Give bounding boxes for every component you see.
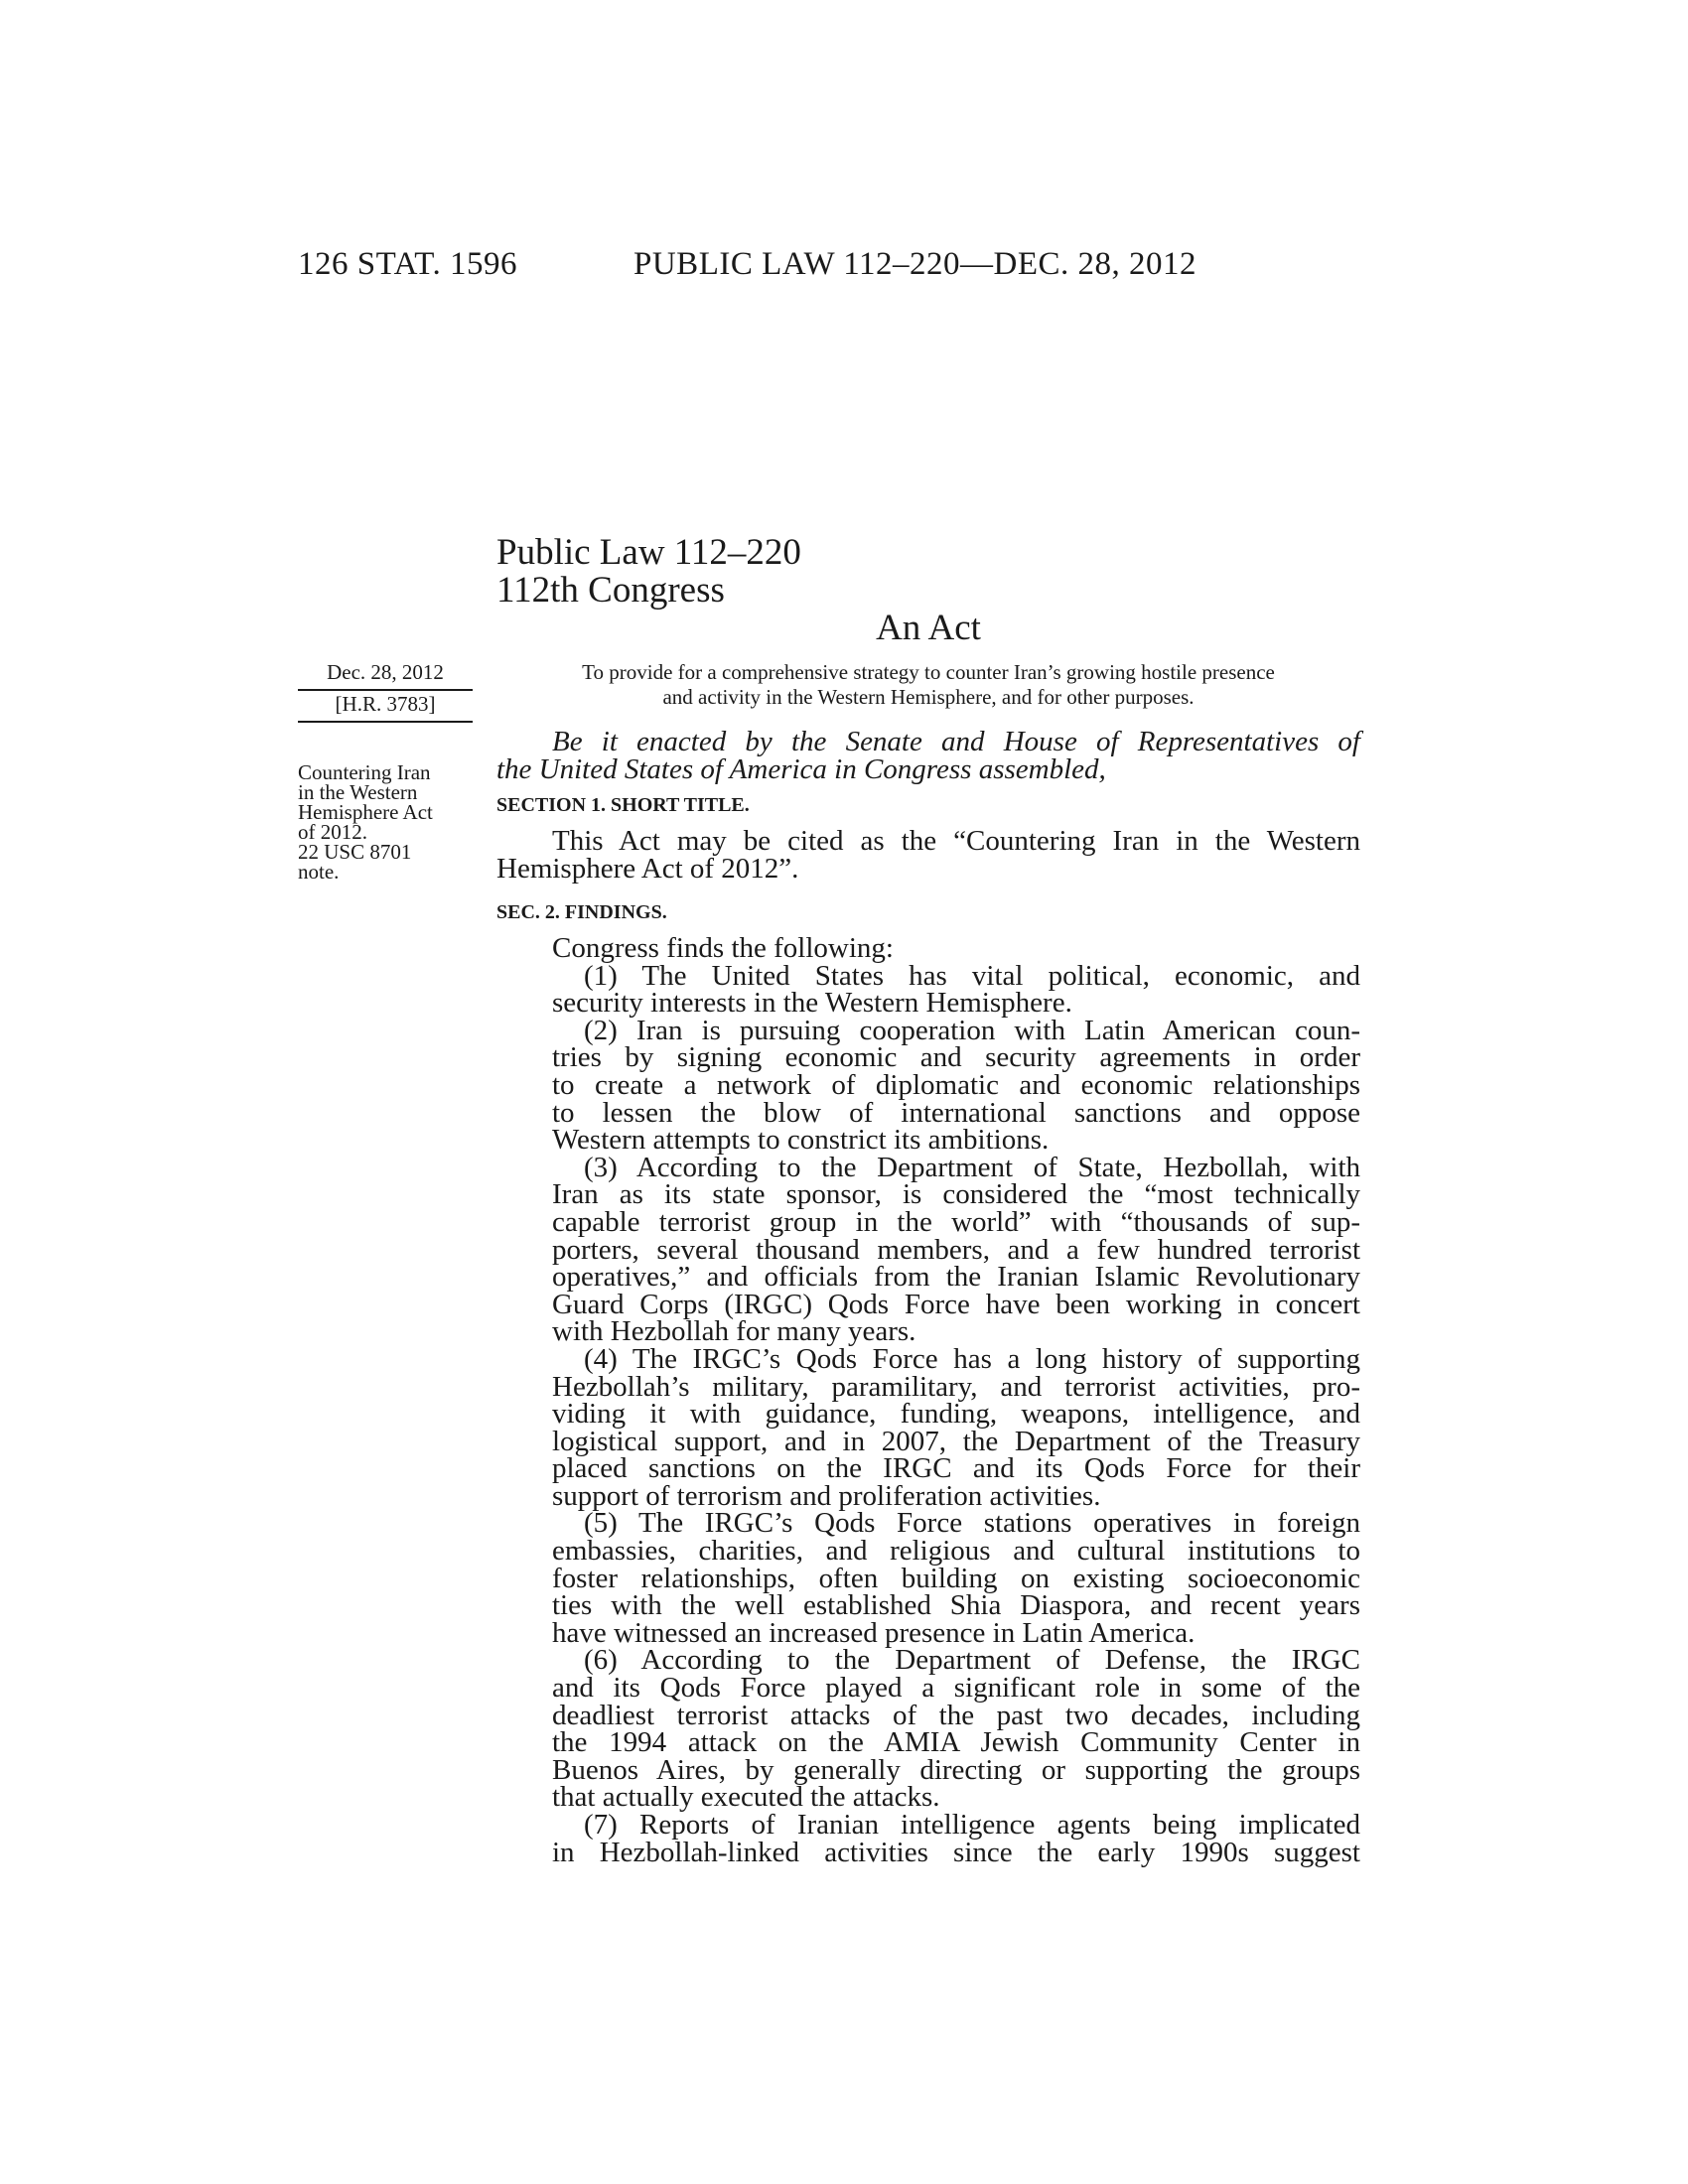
finding-line: and its Qods Force played a significant role in some of the	[552, 1672, 1360, 1705]
finding-line: viding it with guidance, funding, weapons, intelligence, and	[552, 1398, 1360, 1431]
section1-heading: SECTION 1. SHORT TITLE.	[496, 794, 750, 816]
margin-note-line: Hemisphere Act	[298, 800, 433, 824]
findings-intro: Congress finds the following:	[552, 932, 894, 964]
body-line: Hemisphere Act of 2012”.	[496, 852, 799, 885]
finding-line: support of terrorism and proliferation activities.	[552, 1479, 1101, 1512]
an-act-heading: An Act	[876, 608, 981, 648]
page-stat-number: 126 STAT. 1596	[298, 246, 518, 282]
finding-line: security interests in the Western Hemisphere.	[552, 987, 1072, 1020]
finding-line: tries by signing economic and security agreements in order	[552, 1041, 1360, 1074]
finding-line: deadliest terrorist attacks of the past two decades, including	[552, 1699, 1360, 1731]
section1-text	[496, 825, 1360, 885]
enacting-line: the United States of America in Congress assembled,	[496, 753, 1106, 785]
finding-line: Guard Corps (IRGC) Qods Force have been working in concert	[552, 1288, 1360, 1320]
finding-line: (4) The IRGC’s Qods Force has a long history of supporting	[584, 1342, 1360, 1375]
finding-line: capable terrorist group in the world” with “thousands of sup-	[552, 1205, 1360, 1238]
finding-line: in Hezbollah-linked activities since the early 1990s suggest	[552, 1836, 1360, 1868]
body-line: This Act may be cited as the “Countering Iran in the Western	[552, 825, 1360, 857]
finding-line: porters, several thousand members, and a few hundred terrorist	[552, 1233, 1360, 1266]
enacting-line: Be it enacted by the Senate and House of Representatives of	[552, 726, 1360, 757]
margin-note-line: in the Western	[298, 780, 418, 804]
finding-line: with Hezbollah for many years.	[552, 1315, 916, 1348]
margin-note-line: of 2012.	[298, 820, 367, 844]
section2-findings	[496, 932, 1360, 1868]
finding-line: ties with the well established Shia Diaspora, and recent years	[552, 1589, 1360, 1622]
finding-line: operatives,” and officials from the Iranian Islamic Revolutionary	[552, 1261, 1360, 1294]
finding-line: (6) According to the Department of Defense, the IRGC	[584, 1644, 1360, 1677]
section2-heading: SEC. 2. FINDINGS.	[496, 901, 667, 923]
finding-line: (3) According to the Department of State, Hezbollah, with	[584, 1151, 1360, 1183]
public-law-title: Public Law 112–220	[496, 532, 801, 573]
margin-bill-number: [H.R. 3783]	[298, 692, 473, 723]
enacting-clause	[496, 728, 1360, 783]
running-header-law: PUBLIC LAW 112–220—DEC. 28, 2012	[633, 246, 1197, 282]
margin-note-line: note.	[298, 860, 340, 884]
act-purpose	[496, 660, 1360, 710]
finding-line: (7) Reports of Iranian intelligence agents being implicated	[584, 1809, 1360, 1841]
congress-number: 112th Congress	[496, 570, 725, 611]
finding-line: the 1994 attack on the AMIA Jewish Community Center in	[552, 1726, 1360, 1759]
margin-short-title-note	[298, 762, 477, 882]
finding-line: Hezbollah’s military, paramilitary, and terrorist activities, pro-	[552, 1370, 1360, 1403]
finding-line: have witnessed an increased presence in Latin America.	[552, 1616, 1196, 1649]
finding-line: Iran as its state sponsor, is considered the “most technically	[552, 1178, 1360, 1211]
finding-line: (2) Iran is pursuing cooperation with Latin American coun-	[584, 1014, 1360, 1046]
margin-note-line: 22 USC 8701	[298, 840, 412, 864]
finding-line: logistical support, and in 2007, the Department of the Treasury	[552, 1425, 1360, 1457]
finding-line: to lessen the blow of international sanctions and oppose	[552, 1096, 1360, 1129]
margin-date: Dec. 28, 2012	[298, 660, 473, 691]
finding-line: to create a network of diplomatic and economic relationships	[552, 1068, 1360, 1101]
purpose-line: To provide for a comprehensive strategy to counter Iran’s growing hostile presence	[582, 660, 1275, 684]
finding-line: (5) The IRGC’s Qods Force stations operatives in foreign	[584, 1507, 1360, 1540]
purpose-line: and activity in the Western Hemisphere, and for other purposes.	[662, 685, 1195, 709]
finding-line: that actually executed the attacks.	[552, 1781, 940, 1814]
finding-line: foster relationships, often building on existing socioeconomic	[552, 1562, 1360, 1594]
finding-line: placed sanctions on the IRGC and its Qods Force for their	[552, 1452, 1360, 1485]
finding-line: Buenos Aires, by generally directing or supporting the groups	[552, 1753, 1360, 1786]
finding-line: Western attempts to constrict its ambitions.	[552, 1124, 1050, 1157]
margin-note-line: Countering Iran	[298, 760, 431, 784]
finding-line: (1) The United States has vital political, economic, and	[584, 959, 1360, 992]
finding-line: embassies, charities, and religious and cultural institutions to	[552, 1535, 1360, 1568]
